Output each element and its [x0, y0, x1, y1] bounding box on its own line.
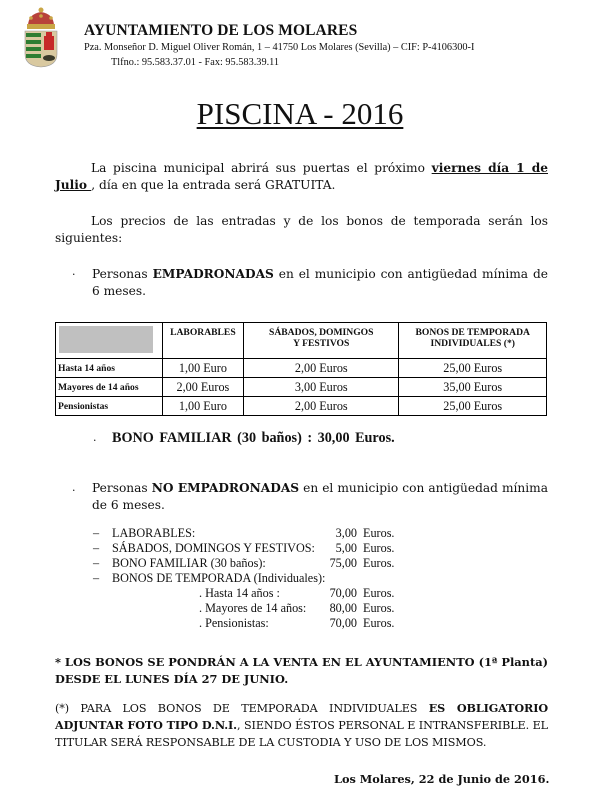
header-festivos [244, 323, 399, 359]
notice-part-b: ES OBLIGATORIO ADJUNTAR FOTO TIPO D.N.I. [55, 701, 548, 732]
cell-bonos: 25,00 Euros [399, 397, 547, 416]
item-unit: Euros. [363, 556, 395, 570]
item-label: SÁBADOS, DOMINGOS Y FESTIVOS: [112, 541, 315, 555]
dash-icon: – [93, 571, 100, 585]
dash-icon: – [93, 556, 100, 570]
subitem-amount: 80,00 [329, 601, 357, 615]
row-label: Hasta 14 años [56, 359, 163, 378]
header-bonos [399, 323, 547, 359]
dash-icon: – [93, 526, 100, 540]
photo-requirement-notice [55, 700, 548, 751]
table-corner-cell [56, 323, 163, 359]
prices-intro-text: Los precios de las entradas y de los bonos de temporada serán los siguientes: [55, 214, 548, 245]
item-amount: 3,00 [335, 526, 357, 540]
dash-icon: – [93, 541, 100, 555]
header-festivos-line1: SÁBADOS, DOMINGOS [269, 327, 374, 338]
list-item [0, 571, 600, 586]
subitem-label: . Hasta 14 años : [199, 586, 280, 600]
row-label: Pensionistas [56, 397, 163, 416]
opening-date: viernes día 1 de Julio [55, 161, 548, 192]
subitem-unit: Euros. [363, 586, 395, 600]
prices-intro-paragraph [55, 213, 548, 247]
no-empadronadas-rest: en el municipio con antigüedad mínima de 6 meses. [92, 481, 549, 512]
no-empadronadas-emphasis: NO EMPADRONADAS [151, 481, 300, 495]
sub-list-item [0, 601, 600, 616]
cell-festivos: 3,00 Euros [244, 378, 399, 397]
notice-part-a: (*) PARA LOS BONOS DE TEMPORADA INDIVIDUALES [55, 702, 429, 715]
subitem-amount: 70,00 [329, 586, 357, 600]
title-text: PISCINA - 2016 [196, 96, 404, 131]
sales-notice: * LOS BONOS SE PONDRÁN A LA VENTA EN EL AYUNTAMIENTO (1ª Planta) DESDE EL LUNES DÍA 27 DE JUNIO. [55, 655, 548, 686]
bono-familiar-price: BONO FAMILIAR (30 baños) : 30,00 Euros. [112, 430, 395, 446]
subitem-unit: Euros. [363, 601, 395, 615]
notice-part-c: , SIENDO ÉSTOS PERSONAL E INTRANSFERIBLE. EL TITULAR SERÁ RESPONSABLE DE LA CUSTODIA Y USO DE LOS MISMOS. [55, 719, 548, 749]
empadronadas-emphasis: EMPADRONADAS [152, 267, 274, 281]
cell-laborables: 2,00 Euros [162, 378, 243, 397]
item-amount: 75,00 [329, 556, 357, 570]
opening-paragraph [55, 160, 548, 194]
subitem-label: . Pensionistas: [199, 616, 269, 630]
item-unit: Euros. [363, 541, 395, 555]
place-and-date: Los Molares, 22 de Junio de 2016. [334, 772, 550, 786]
sub-list-item [0, 586, 600, 601]
sub-list-item [0, 616, 600, 631]
list-item [0, 541, 600, 556]
coat-of-arms-icon [22, 6, 60, 68]
row-label: Mayores de 14 años [56, 378, 163, 397]
no-empadronadas-heading [92, 480, 548, 514]
header-laborables: LABORABLES [162, 323, 243, 359]
subitem-amount: 70,00 [329, 616, 357, 630]
bullet-icon: · [72, 484, 76, 497]
organization-address: Pza. Monseñor D. Miguel Oliver Román, 1 – 41750 Los Molares (Sevilla) – CIF: P-4106300-I [84, 42, 475, 53]
no-empadronadas-lead: Personas [92, 481, 152, 495]
cell-laborables: 1,00 Euro [162, 359, 243, 378]
header-bonos-line1: BONOS DE TEMPORADA [415, 327, 530, 338]
list-item [0, 556, 600, 571]
bullet-icon: · [93, 434, 97, 447]
item-unit: Euros. [363, 526, 395, 540]
bullet-icon: · [72, 268, 76, 281]
opening-free-entry: , día en que la entrada será GRATUITA. [91, 178, 336, 192]
header-festivos-line2: Y FESTIVOS [293, 338, 350, 349]
cell-festivos: 2,00 Euros [244, 397, 399, 416]
item-label: LABORABLES: [112, 526, 196, 540]
subitem-label: . Mayores de 14 años: [199, 601, 307, 615]
cell-bonos: 35,00 Euros [399, 378, 547, 397]
item-label: BONOS DE TEMPORADA (Individuales): [112, 571, 326, 585]
table-row [56, 378, 547, 397]
cell-festivos: 2,00 Euros [244, 359, 399, 378]
item-label: BONO FAMILIAR (30 baños): [112, 556, 266, 570]
empadronadas-price-table [55, 322, 547, 416]
opening-text: La piscina municipal abrirá sus puertas el próximo [91, 161, 432, 175]
empadronadas-rest: en el municipio con antigüedad mínima de 6 meses. [92, 267, 549, 298]
cell-bonos: 25,00 Euros [399, 359, 547, 378]
table-row [56, 397, 547, 416]
table-row [56, 359, 547, 378]
header-bonos-line2: INDIVIDUALES (*) [430, 338, 515, 349]
page-title [0, 96, 600, 132]
empadronadas-heading [92, 266, 548, 300]
organization-name: AYUNTAMIENTO DE LOS MOLARES [84, 22, 358, 39]
empadronadas-lead: Personas [92, 267, 153, 281]
subitem-unit: Euros. [363, 616, 395, 630]
item-amount: 5,00 [335, 541, 357, 555]
cell-laborables: 1,00 Euro [162, 397, 243, 416]
list-item [0, 526, 600, 541]
organization-phone-fax: Tlfno.: 95.583.37.01 - Fax: 95.583.39.11 [111, 57, 280, 68]
table-header-row [56, 323, 547, 359]
